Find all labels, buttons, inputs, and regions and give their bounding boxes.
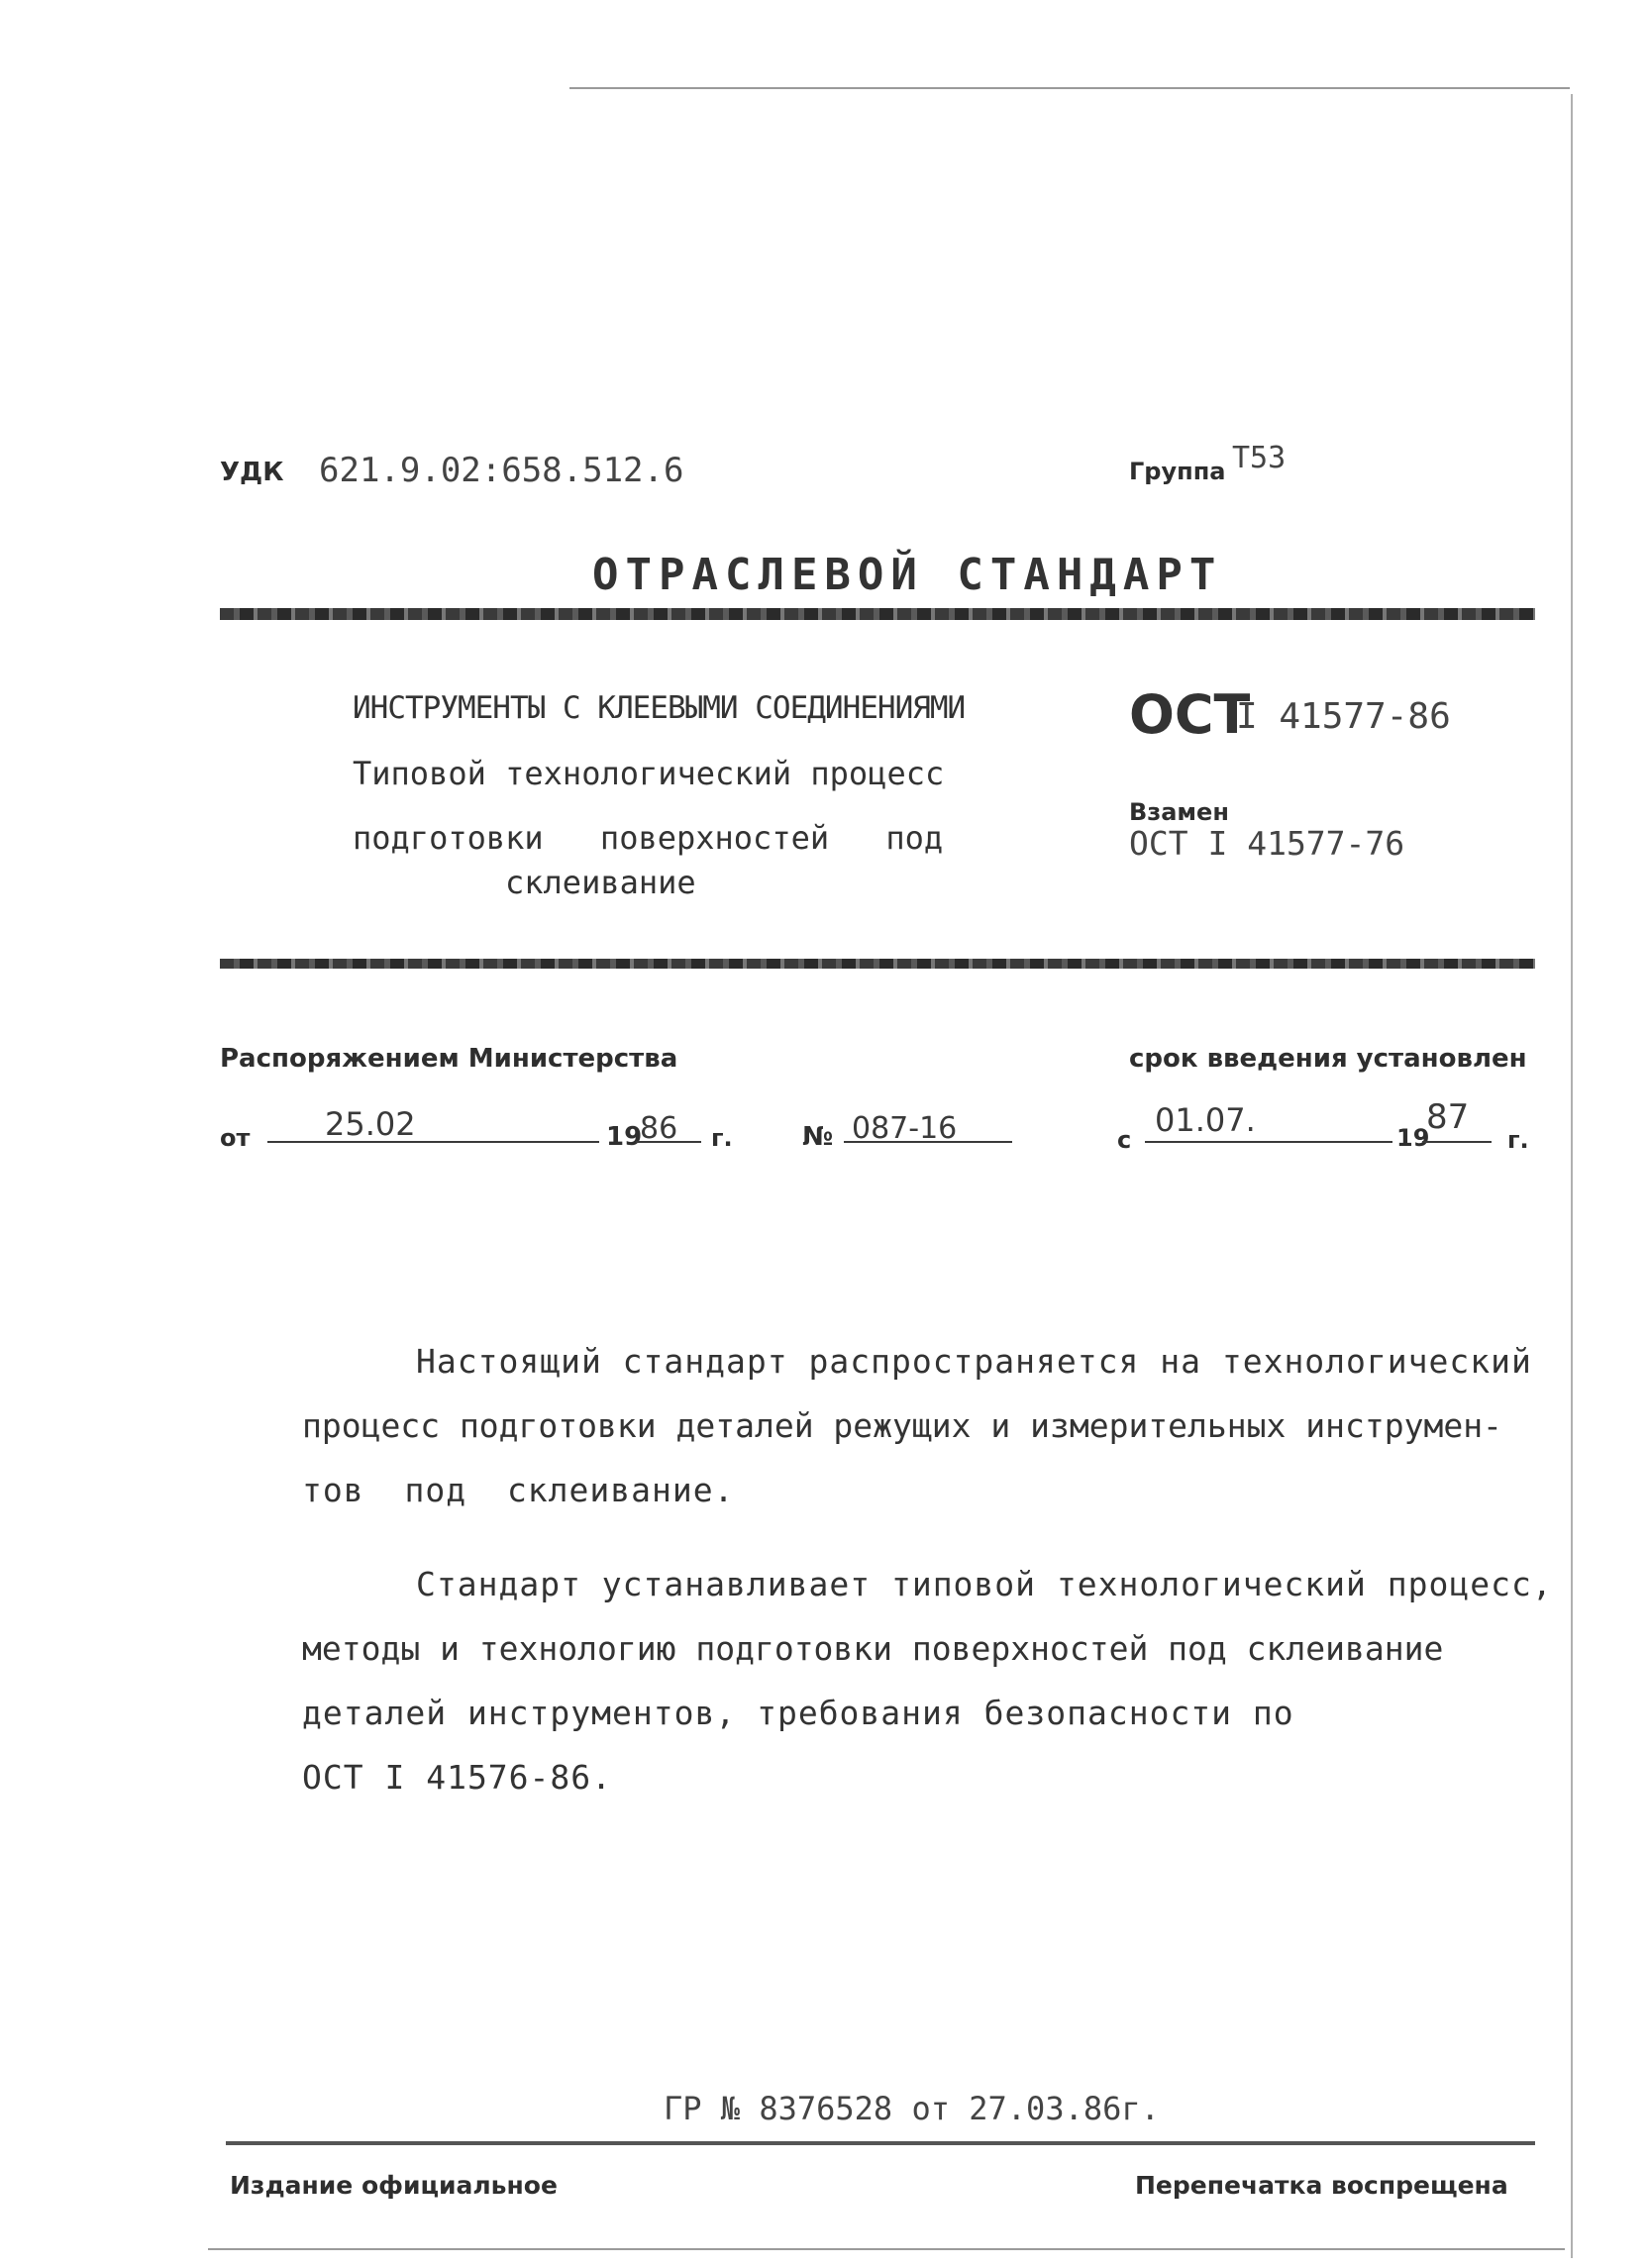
group-label: Группа [1129,458,1226,485]
subject-line-2: Типовой технологический процесс [353,755,945,792]
subject-rule [220,959,1535,969]
paragraph-1-line-3: тов под склеивание. [302,1471,735,1509]
ost-number: I 41577-86 [1236,696,1451,737]
paragraph-1-line-1: Настоящий стандарт распространяется на технологический [416,1342,1532,1381]
order-year: 86 [640,1111,678,1146]
ost-prefix: ОСТ [1129,683,1251,746]
paragraph-2-line-4: ОСТ I 41576-86. [302,1758,613,1797]
effective-year-suffix: г. [1507,1126,1529,1154]
effective-year: 87 [1426,1097,1470,1137]
effective-date: 01.07. [1155,1101,1256,1139]
replaces-value: ОСТ I 41577-76 [1129,824,1405,863]
effective-year-underline [1422,1139,1492,1143]
effective-date-underline [1145,1139,1392,1143]
group-value: Т53 [1232,441,1287,475]
paragraph-1-line-2: процесс подготовки деталей режущих и измерительных инструмен- [302,1406,1502,1445]
title-rule [220,608,1535,620]
right-border-line [1571,94,1573,2258]
order-date: 25.02 [325,1105,416,1143]
order-number: 087-16 [852,1111,958,1146]
subject-line-1: ИНСТРУМЕНТЫ С КЛЕЕВЫМИ СОЕДИНЕНИЯМИ [353,690,966,726]
bottom-scan-edge [208,2248,1565,2250]
order-year-suffix: г. [711,1124,733,1152]
order-date-underline [267,1139,599,1143]
reprint-prohibited-note: Перепечатка воспрещена [1135,2171,1508,2200]
effective-label: срок введения установлен [1129,1044,1527,1074]
udk-label: УДК [220,458,284,487]
footer-rule [226,2141,1535,2145]
official-edition-note: Издание официальное [230,2171,558,2200]
subject-line-3: подготовки поверхностей под [353,819,944,857]
order-label: Распоряжением Министерства [220,1044,678,1074]
order-year-prefix: 19 [606,1122,643,1152]
page-title: ОТРАСЛЕВОЙ СТАНДАРТ [592,550,1223,600]
paragraph-2-line-3: деталей инструментов, требования безопасности по [302,1694,1294,1732]
top-border-line [569,87,1570,89]
subject-line-4: склеивание [505,864,696,901]
order-number-label: № [802,1122,834,1152]
effective-year-prefix: 19 [1396,1124,1430,1152]
udk-value: 621.9.02:658.512.6 [319,451,684,490]
paragraph-2-line-1: Стандарт устанавливает типовой технологический процесс, [416,1565,1553,1603]
registration-number: ГР № 8376528 от 27.03.86г. [664,2090,1160,2127]
order-from-label: от [220,1124,251,1152]
replaces-label: Взамен [1129,798,1229,826]
paragraph-2-line-2: методы и технологию подготовки поверхностей под склеивание [302,1629,1444,1668]
effective-from-label: с [1117,1126,1132,1154]
